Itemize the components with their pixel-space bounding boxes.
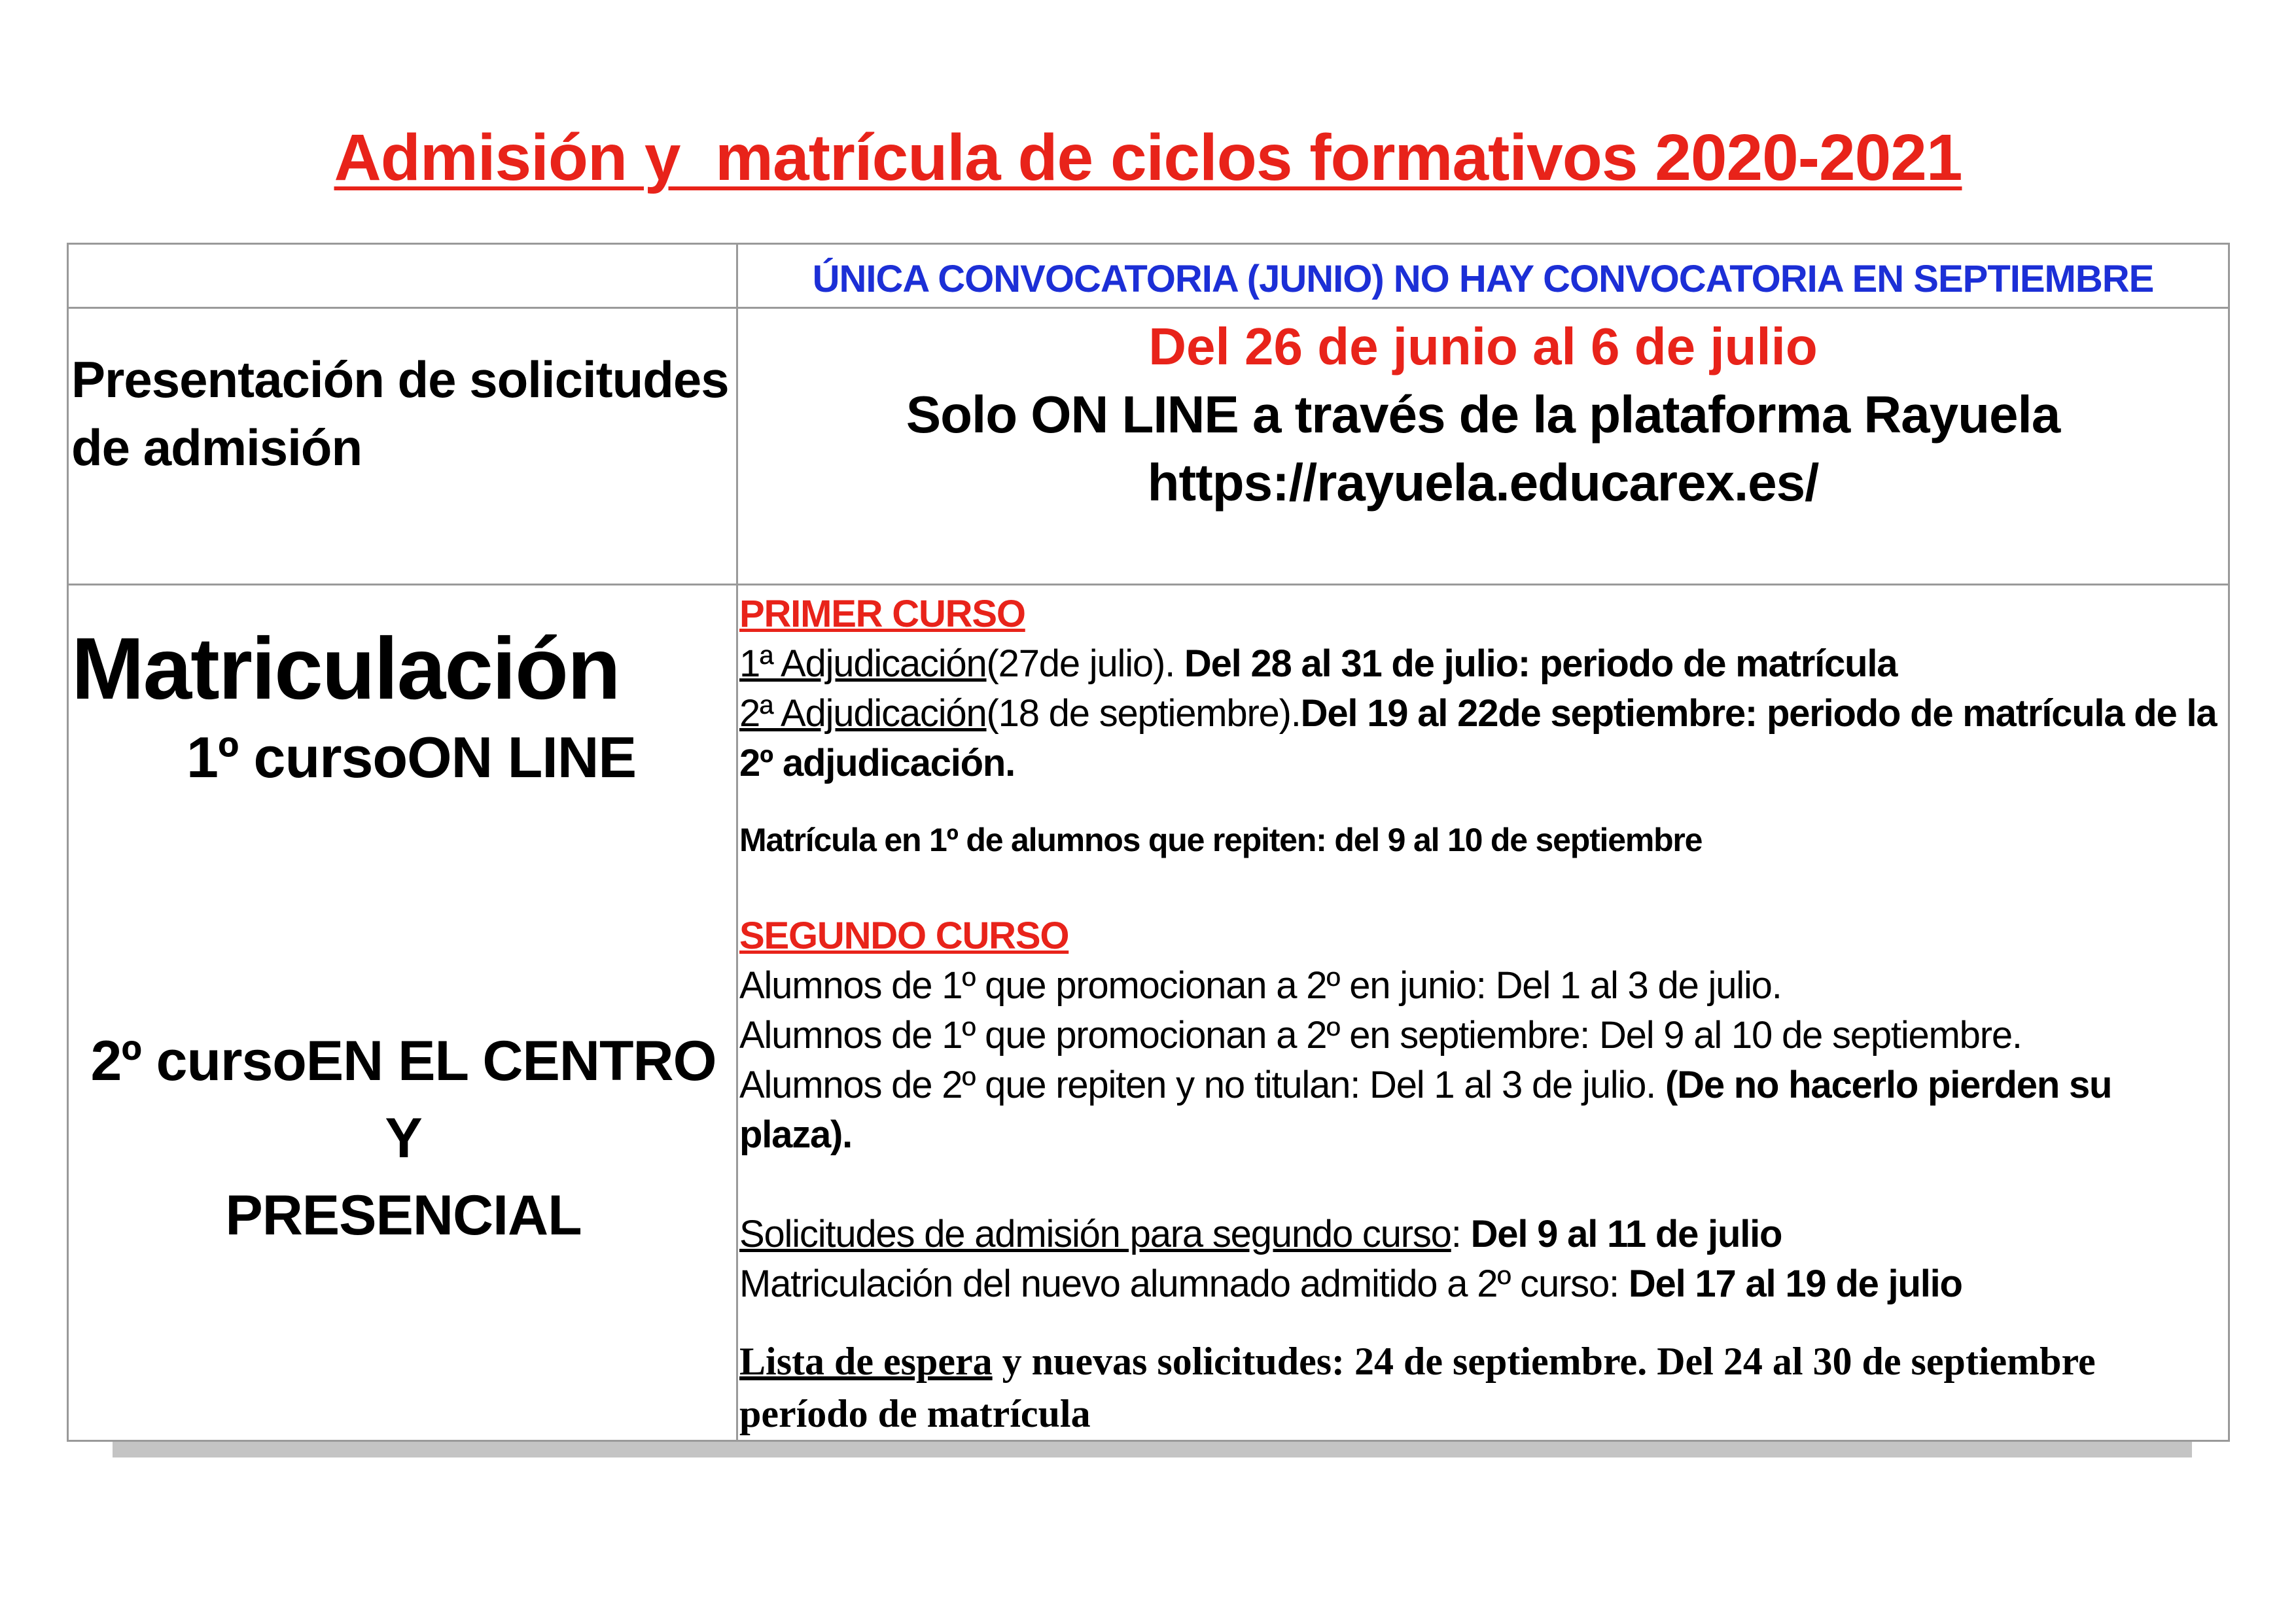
repiten-primero-text: Matrícula en 1º de alumnos que repiten: del 9 al 10 de septiembre — [739, 822, 1703, 858]
curso2-label — [69, 1022, 738, 1254]
matriculacion-label-cell — [68, 585, 737, 1441]
matriculacion-nuevo-line — [739, 1259, 2228, 1309]
page-title: Admisión y matrícula de ciclos formativos 2020-2021 — [334, 121, 1962, 194]
presentacion-label-cell — [68, 308, 737, 585]
curso1-label: 1º cursoON LINE — [186, 725, 637, 790]
promocion-junio-text: Alumnos de 1º que promocionan a 2º en junio: Del 1 al 3 de julio. — [739, 964, 1782, 1007]
repiten-segundo-text: Alumnos de 2º que repiten y no titulan: Del 1 al 3 de julio. — [739, 1064, 1666, 1106]
matriculacion-detail-cell — [737, 585, 2229, 1441]
repiten-segundo-warning: (De no hacerlo pierden su plaza). — [739, 1064, 2112, 1156]
adjudicacion-1-line — [739, 639, 2228, 689]
presentacion-date: Del 26 de junio al 6 de julio — [1148, 317, 1818, 375]
empty-header-cell — [68, 244, 737, 308]
adjudicacion-2-line — [739, 689, 2228, 788]
solicitudes-segundo-link[interactable]: Solicitudes de admisión para segundo curso — [739, 1213, 1451, 1255]
matriculacion-nuevo-dates: Del 17 al 19 de julio — [1628, 1263, 1962, 1305]
curso2-label-line2: PRESENCIAL — [225, 1184, 582, 1247]
adjudicacion-2-date: (18 de septiembre). — [986, 692, 1301, 735]
adjudicacion-2-period: Del 19 al 22de septiembre: periodo de matrícula de la 2º adjudicación. — [739, 692, 2217, 784]
presentacion-label — [69, 309, 736, 481]
lista-espera-text: y nuevas solicitudes: 24 de septiembre. Del 24 al 30 de septiembre período de matrícula — [739, 1340, 2096, 1435]
adjudicacion-2-link[interactable]: 2ª Adjudicación — [739, 692, 987, 735]
matriculacion-title: Matriculación — [71, 620, 620, 718]
repiten-segundo-line — [739, 1060, 2228, 1160]
table-row — [68, 308, 2229, 585]
adjudicacion-1-link[interactable]: 1ª Adjudicación — [739, 642, 987, 685]
lista-espera-line — [739, 1335, 2228, 1440]
schedule-table — [67, 243, 2230, 1442]
solicitudes-separator: : — [1451, 1213, 1471, 1255]
presentacion-label-line1: Presentación de solicitudes — [71, 351, 729, 408]
adjudicacion-1-date: (27de julio). — [986, 642, 1184, 685]
solicitudes-segundo-dates: Del 9 al 11 de julio — [1470, 1213, 1782, 1255]
convocatoria-cell — [737, 244, 2229, 308]
presentacion-info-cell — [737, 308, 2229, 585]
segundo-curso-header: SEGUNDO CURSO — [739, 915, 1069, 957]
presentacion-label-line2: de admisión — [71, 419, 362, 476]
table-row — [68, 585, 2229, 1441]
promocion-septiembre-text: Alumnos de 1º que promocionan a 2º en septiembre: Del 9 al 10 de septiembre. — [739, 1014, 2022, 1056]
curso2-label-line1: 2º cursoEN EL CENTRO Y — [90, 1030, 716, 1170]
adjudicacion-1-period: Del 28 al 31 de julio: periodo de matrícula — [1184, 642, 1898, 685]
rayuela-url[interactable]: https://rayuela.educarex.es/ — [1147, 453, 1819, 512]
matriculacion-nuevo-text: Matriculación del nuevo alumnado admitido a 2º curso: — [739, 1263, 1629, 1305]
primer-curso-header: PRIMER CURSO — [739, 593, 1025, 635]
lista-espera-link[interactable]: Lista de espera — [739, 1340, 993, 1383]
convocatoria-text: ÚNICA CONVOCATORIA (JUNIO) NO HAY CONVOCATORIA EN SEPTIEMBRE — [812, 258, 2154, 300]
table-row — [68, 244, 2229, 308]
presentacion-online-text: Solo ON LINE a través de la plataforma Rayuela — [906, 385, 2060, 444]
solicitudes-segundo-line — [739, 1210, 2228, 1259]
